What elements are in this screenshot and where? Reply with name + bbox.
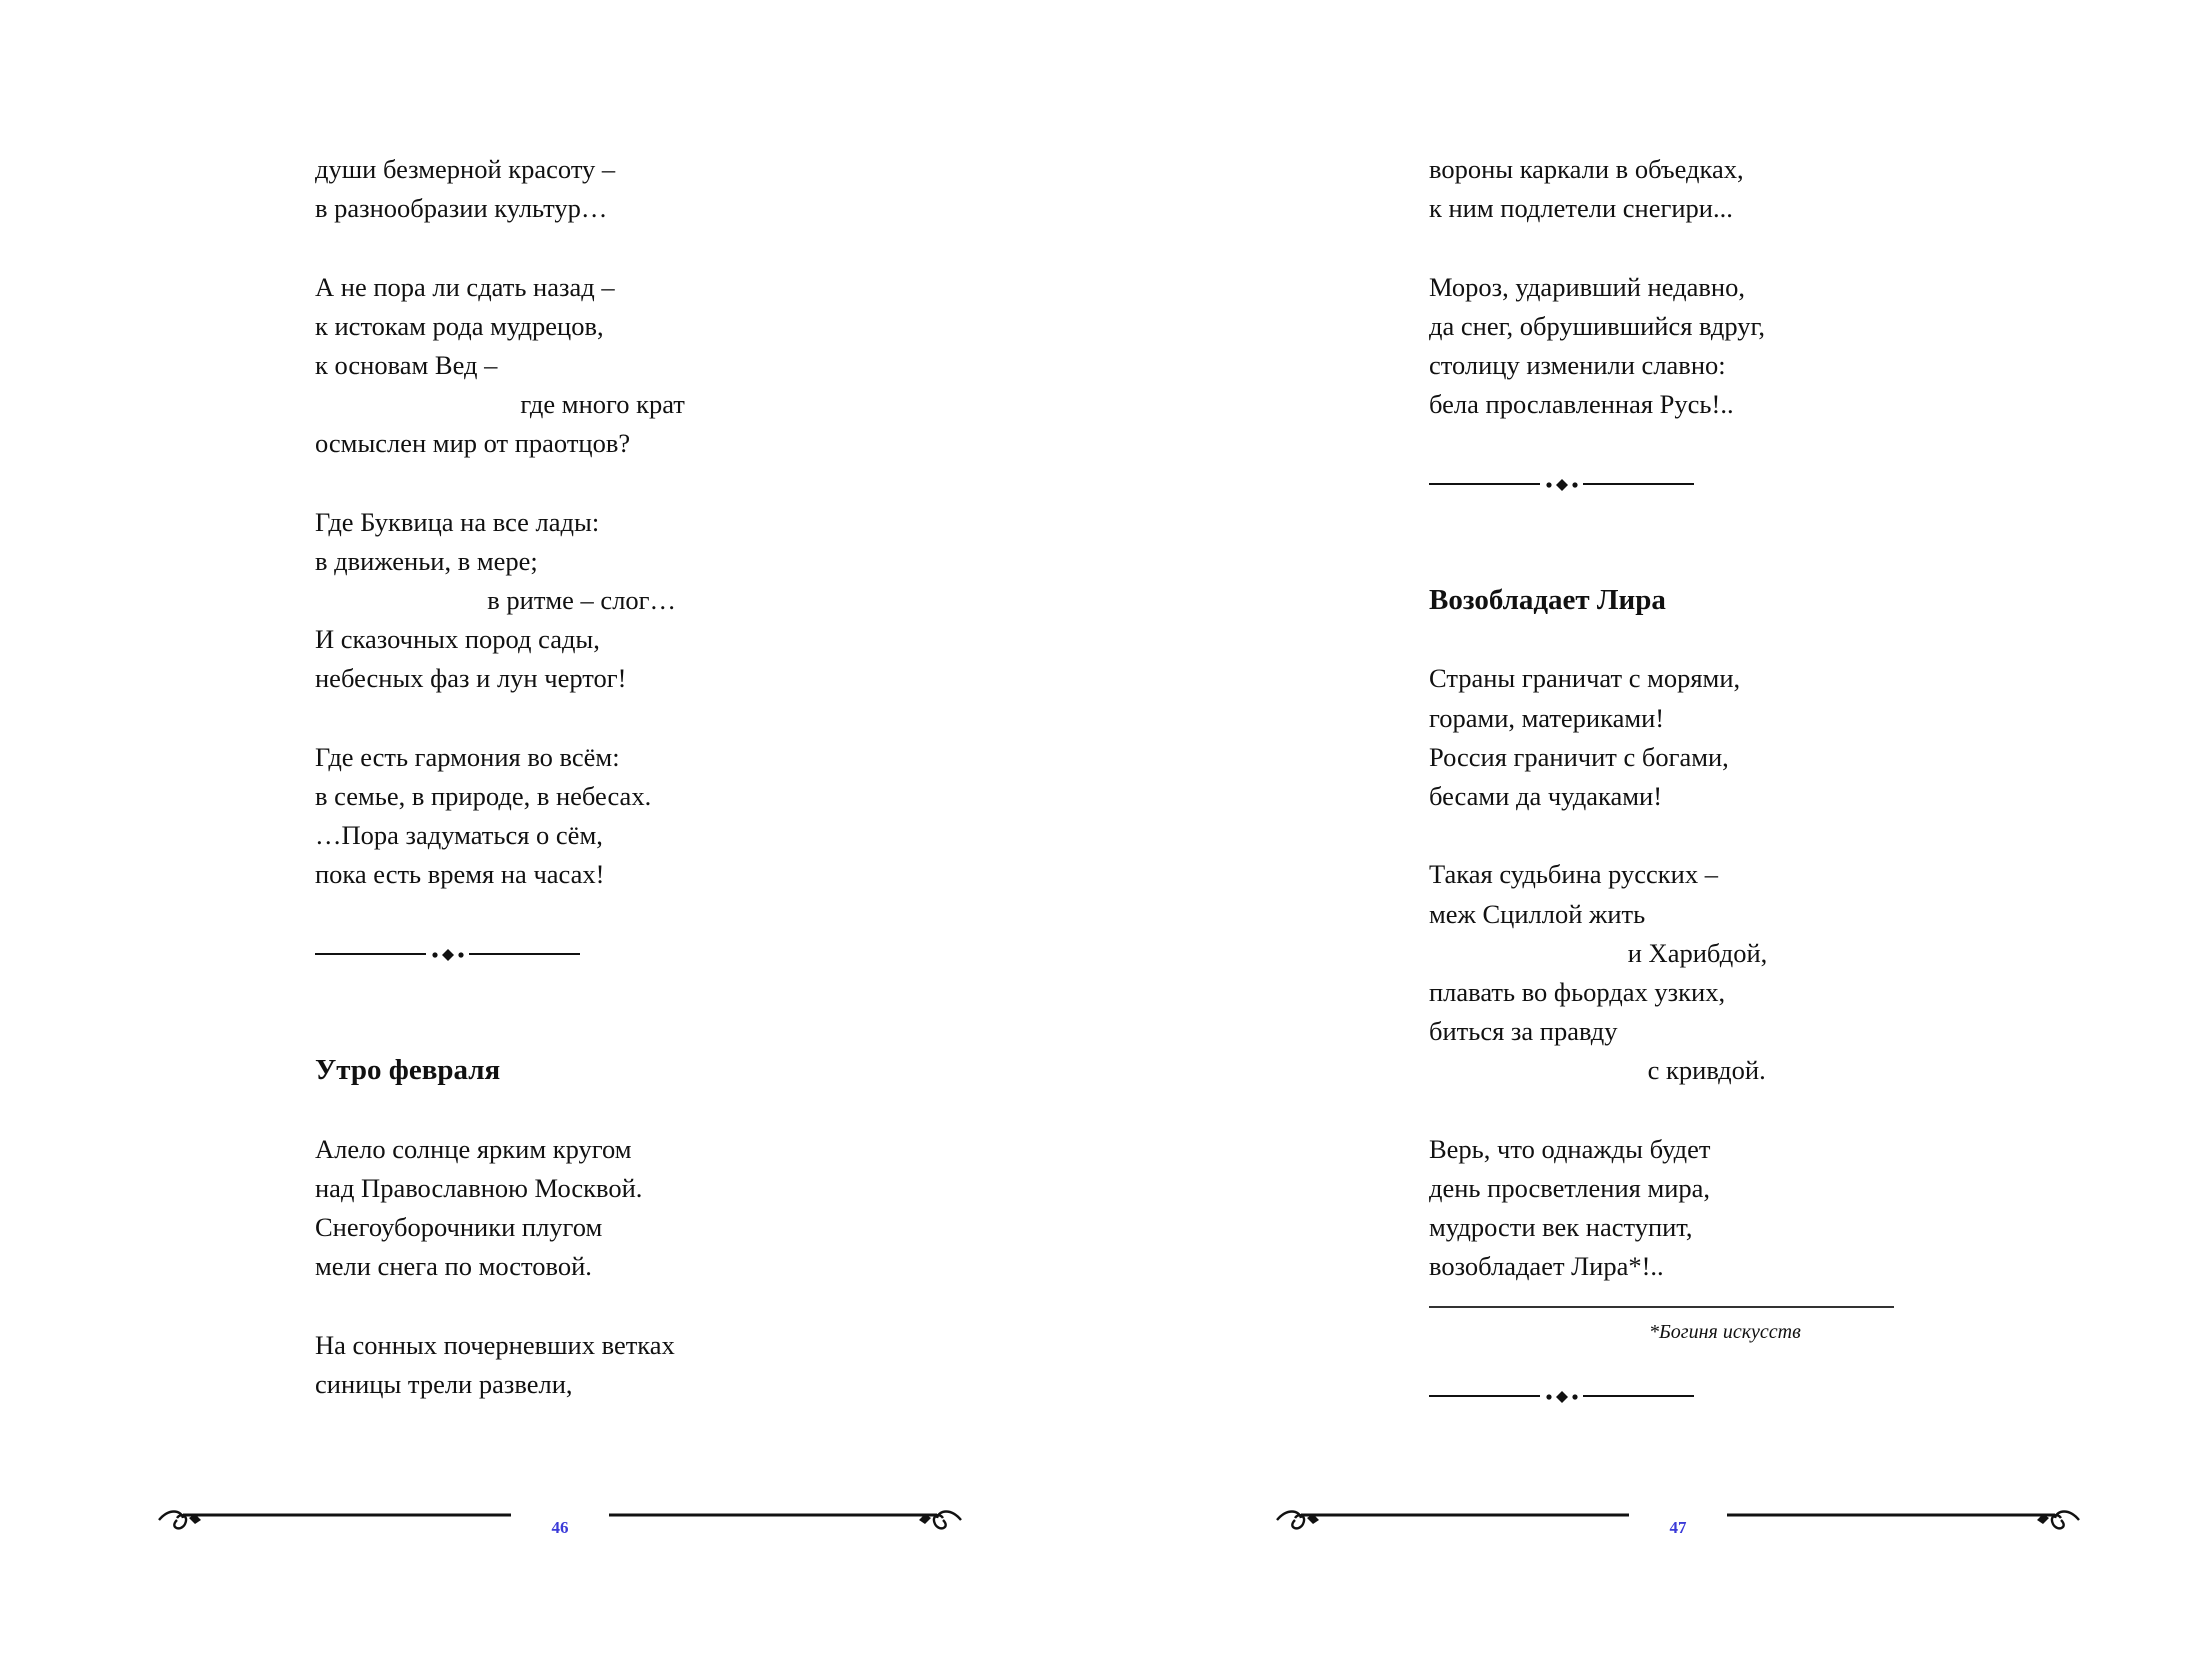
stanza: [315, 268, 935, 464]
divider-rule-right: [1583, 1395, 1694, 1398]
verse-line: души безмерной красоту –: [315, 154, 616, 184]
stanza: [1429, 268, 2049, 425]
verse-line: в движеньи, в мере;: [315, 545, 538, 576]
verse-line: Снегоуборочники плугом: [315, 1212, 603, 1243]
divider-ornament-icon: [1541, 475, 1583, 493]
verse-line: горами, материками!: [1429, 702, 1665, 733]
verse-line: где много крат: [315, 389, 685, 420]
divider-rule-right: [469, 953, 580, 956]
verse-line: да снег, обрушившийся вдруг,: [1429, 310, 1766, 341]
verse-line: синицы трели развели,: [315, 1368, 573, 1399]
verse-line: над Православною Москвой.: [315, 1172, 643, 1203]
page-number: 47: [1669, 1518, 1687, 1537]
verse-line: плавать во фьордах узких,: [1429, 976, 1726, 1007]
stanza: [315, 1326, 935, 1404]
verse-line: мудрости век наступит,: [1429, 1212, 1693, 1243]
left-page: [0, 0, 1102, 1654]
page-footer: [1273, 1498, 2083, 1538]
verse-line: к истокам рода мудрецов,: [315, 310, 604, 341]
verse-line: биться за правду: [1429, 1016, 1618, 1047]
right-page-content: [1429, 150, 2049, 1415]
verse-line: Россия граничит с богами,: [1429, 741, 1729, 772]
section-divider: [315, 934, 580, 973]
verse-line: Страны граничат с морями,: [1429, 663, 1741, 694]
verse-line: мели снега по мостовой.: [315, 1251, 592, 1282]
stanza: [1429, 659, 2049, 816]
verse-line: вороны каркали в объедках,: [1429, 154, 1744, 184]
stanza: [315, 1130, 935, 1287]
verse-line: столицу изменили славно:: [1429, 349, 1726, 380]
poem-continuation: [315, 150, 935, 895]
poem-title: Возобладает Лира: [1429, 584, 1666, 617]
stanza: [315, 150, 935, 228]
poem-title: Утро февраля: [315, 1054, 501, 1087]
verse-line: к основам Вед –: [315, 349, 498, 380]
verse-line: и Харибдой,: [1429, 937, 1768, 968]
verse-line: к ним подлетели снегири...: [1429, 193, 1733, 224]
verse-line: пока есть время на часах!: [315, 859, 605, 890]
verse-line: возобладает Лира*!..: [1429, 1251, 1664, 1282]
verse-line: меж Сциллой жить: [1429, 898, 1646, 929]
poem-body: [1429, 659, 2049, 1286]
page-footer: [155, 1498, 965, 1538]
divider-ornament-icon: [427, 945, 469, 963]
verse-line: Мороз, ударивший недавно,: [1429, 271, 1745, 302]
divider-rule-right: [1583, 483, 1694, 486]
right-page: [1103, 0, 2205, 1654]
verse-line: бесами да чудаками!: [1429, 781, 1663, 812]
divider-ornament-icon: [1541, 1387, 1583, 1405]
footnote: *Богиня искусств: [1649, 1320, 1801, 1343]
stanza: [1429, 150, 2049, 228]
page-number: 46: [551, 1518, 569, 1537]
verse-line: А не пора ли сдать назад –: [315, 271, 615, 302]
verse-line: в семье, в природе, в небесах.: [315, 781, 652, 811]
divider-rule-left: [1429, 483, 1540, 486]
divider-rule-left: [1429, 1395, 1540, 1398]
poem-continuation: [1429, 150, 2049, 424]
verse-line: осмыслен мир от праотцов?: [315, 428, 631, 459]
stanza: [315, 738, 935, 895]
verse-line: в разнообразии культур…: [315, 193, 608, 224]
poem-body: [315, 1130, 935, 1404]
verse-line: Алело солнце ярким кругом: [315, 1133, 632, 1164]
verse-line: бела прославленная Русь!..: [1429, 389, 1734, 420]
section-divider: [1429, 464, 1694, 503]
stanza: [1429, 855, 2049, 1090]
verse-line: Верь, что однажды будет: [1429, 1133, 1711, 1164]
stanza: [1429, 1130, 2049, 1287]
footnote-rule: [1429, 1306, 1894, 1308]
verse-line: …Пора задуматься о сём,: [315, 820, 603, 851]
left-page-content: [315, 150, 935, 1404]
section-divider: [1429, 1376, 1694, 1415]
verse-line: Где Буквица на все лады:: [315, 506, 600, 537]
verse-line: день просветления мира,: [1429, 1172, 1711, 1203]
verse-line: На сонных почерневших ветках: [315, 1329, 675, 1360]
verse-line: Где есть гармония во всём:: [315, 741, 620, 772]
stanza: [315, 503, 935, 699]
verse-line: в ритме – слог…: [315, 585, 677, 616]
verse-line: с кривдой.: [1429, 1055, 1766, 1086]
divider-rule-left: [315, 953, 426, 956]
verse-line: небесных фаз и лун чертог!: [315, 663, 627, 694]
verse-line: Такая судьбина русских –: [1429, 859, 1718, 890]
verse-line: И сказочных пород сады,: [315, 624, 600, 655]
